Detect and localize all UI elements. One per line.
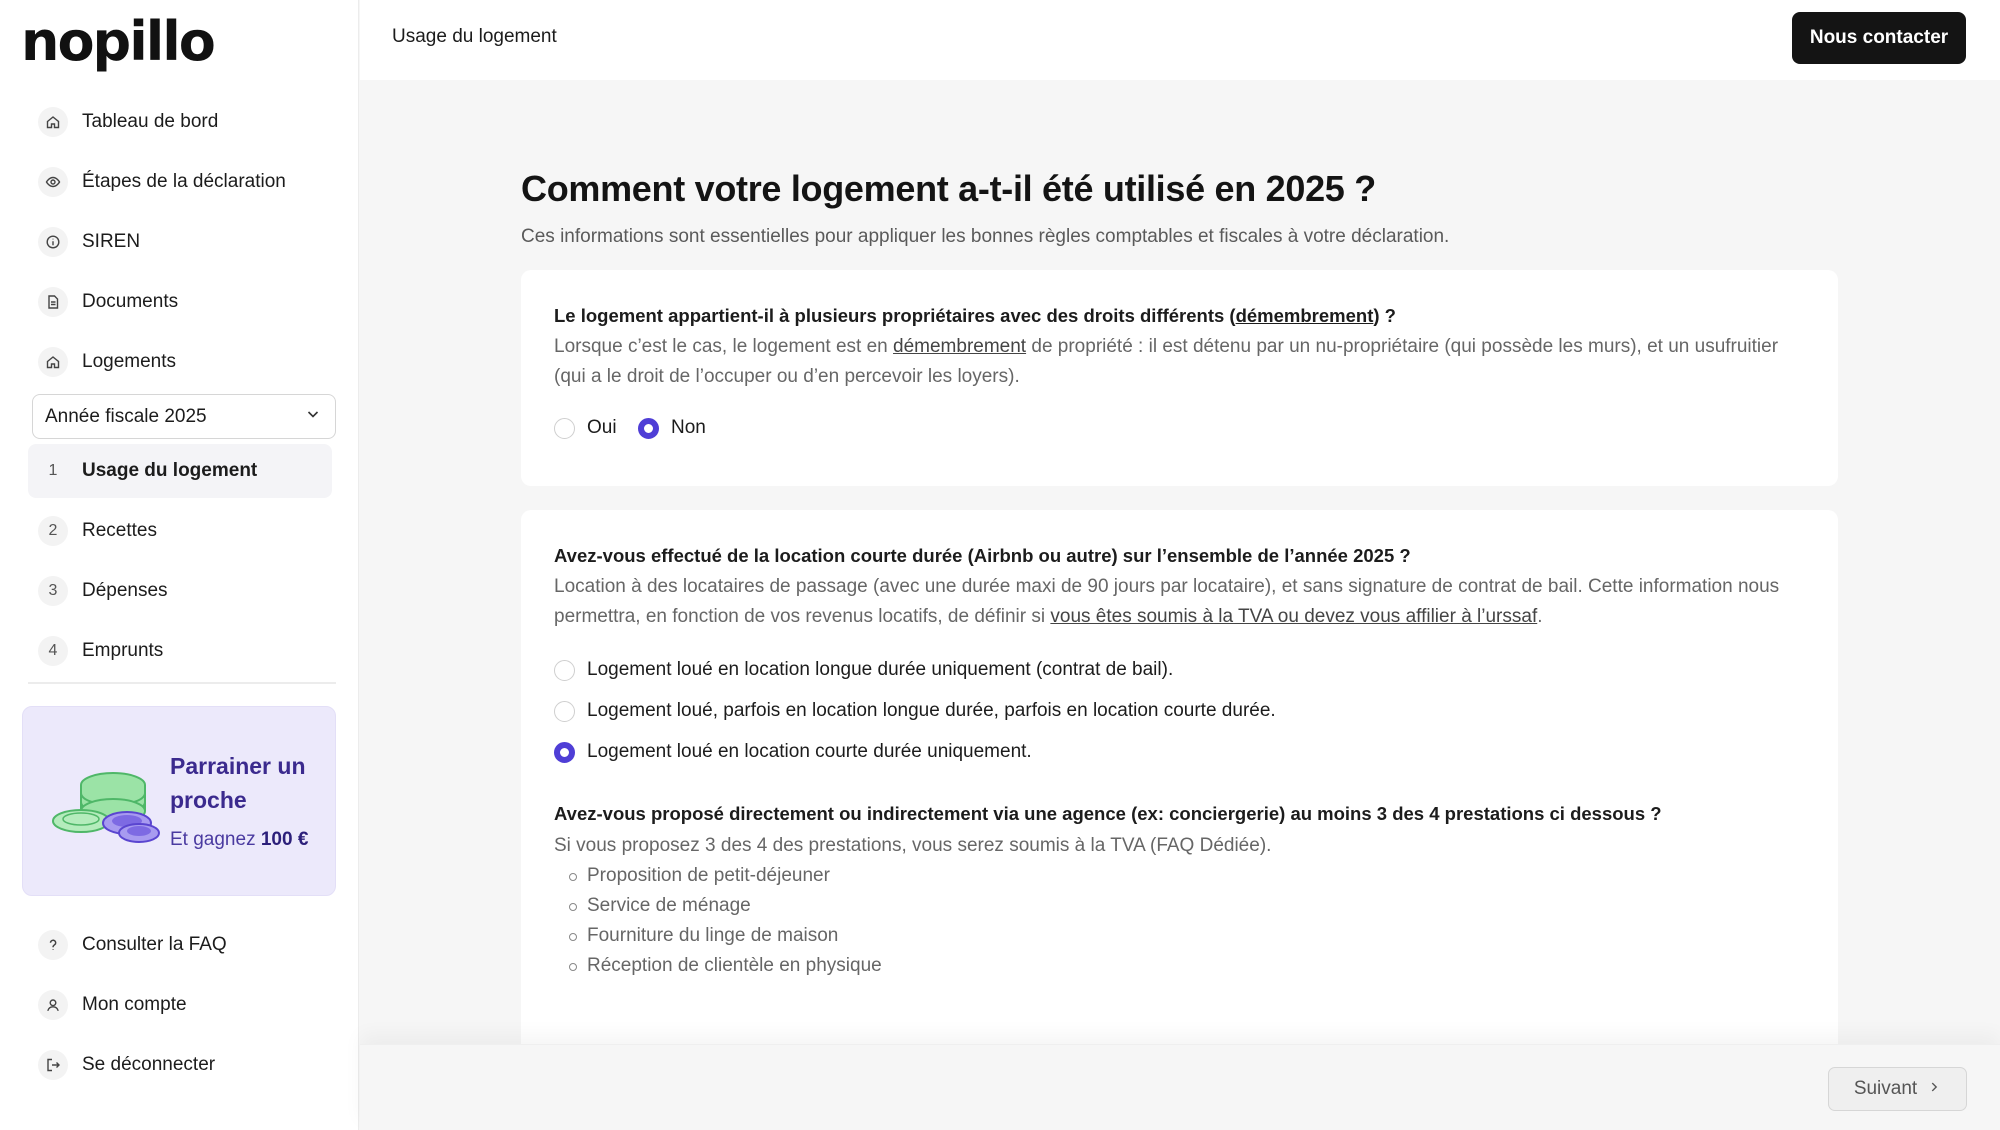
- question-label: Avez-vous effectué de la location courte durée (Airbnb ou autre) sur l’ensemble de l’année 2025 ?: [554, 545, 1411, 566]
- list-item: Réception de clientèle en physique: [587, 951, 882, 981]
- radio-non[interactable]: [638, 417, 706, 439]
- nav-item-logements[interactable]: [28, 335, 332, 389]
- radio-label: Logement loué, parfois en location longue durée, parfois en location courte durée.: [587, 700, 1276, 721]
- prestations-list: [587, 861, 882, 981]
- fiscal-year-value: Année fiscale 2025: [45, 405, 207, 427]
- step-label: Dépenses: [82, 580, 168, 601]
- step-number: 1: [48, 462, 58, 479]
- page-title: Comment votre logement a-t-il été utilisé en 2025 ?: [521, 168, 1376, 209]
- main-content: [360, 80, 2000, 1044]
- step-nav: [28, 444, 332, 684]
- user-icon: [38, 990, 68, 1020]
- radio-label: Oui: [587, 417, 617, 438]
- demembrement-help-link[interactable]: démembrement: [893, 336, 1027, 357]
- breadcrumb: Usage du logement: [392, 26, 557, 47]
- step-label: Usage du logement: [82, 460, 258, 481]
- chevron-right-icon: [1927, 1078, 1941, 1100]
- nav-item-label: Mon compte: [82, 994, 187, 1015]
- promo-amount: 100 €: [260, 829, 309, 850]
- tva-urssaf-link[interactable]: vous êtes soumis à la TVA ou devez vous affilier à l’urssaf: [1050, 606, 1538, 627]
- question-help-prestations: Si vous proposez 3 des 4 des prestations, vous serez soumis à la TVA (FAQ Dédiée).: [554, 835, 1272, 856]
- nav-item-label: Consulter la FAQ: [82, 934, 227, 955]
- question-label: [554, 305, 1396, 327]
- top-bar: [360, 0, 2000, 80]
- step-label: Recettes: [82, 520, 157, 541]
- promo-title: Parrainer un proche: [170, 753, 306, 813]
- radio-unchecked-icon[interactable]: [554, 418, 575, 439]
- contact-button[interactable]: Nous contacter: [1792, 12, 1966, 64]
- step-item-emprunts[interactable]: [28, 624, 332, 678]
- help-text-end: de propriété : il est détenu par un nu-propriétaire (qui possède les murs), et un usufruitier (qui a le droit de l’occuper ou d’en percevoir les loyers).: [554, 336, 1779, 387]
- nav-item-dashboard[interactable]: [28, 95, 332, 149]
- nav-item-account[interactable]: [28, 978, 332, 1032]
- demembrement-link[interactable]: démembrement: [1235, 305, 1374, 326]
- question-help: [554, 572, 1809, 632]
- question-help: [554, 332, 1809, 392]
- fiscal-year-select[interactable]: [32, 394, 336, 439]
- promo-subtitle-text: Et gagnez: [170, 829, 261, 850]
- radio-unchecked-icon[interactable]: [554, 701, 575, 722]
- radio-checked-icon[interactable]: [554, 742, 575, 763]
- radio-courte-duree[interactable]: [554, 741, 1032, 763]
- radio-label: Logement loué en location longue durée uniquement (contrat de bail).: [587, 659, 1174, 680]
- list-item: Service de ménage: [587, 891, 882, 921]
- next-button[interactable]: [1828, 1067, 1967, 1111]
- radio-longue-duree[interactable]: [554, 659, 1173, 681]
- help-text: Location à des locataires de passage (avec une durée maxi de 90 jours par locataire), et sans signature de contrat de bail. Cette information nous permettra, en fonction de vos revenus locatifs, de définir si: [554, 576, 1780, 627]
- step-number: 2: [38, 516, 68, 546]
- nav-item-label: Documents: [82, 291, 179, 312]
- radio-oui[interactable]: [554, 417, 617, 439]
- eye-icon: [38, 167, 68, 197]
- question-label-prestations: Avez-vous proposé directement ou indirectement via une agence (ex: conciergerie) au moins 3 des 4 prestations ci dessous ?: [554, 803, 1662, 824]
- nav-item-siren[interactable]: [28, 215, 332, 269]
- list-item: Proposition de petit-déjeuner: [587, 861, 882, 891]
- chevron-down-icon: [305, 406, 321, 428]
- nav-item-declaration-steps[interactable]: [28, 155, 332, 209]
- nav-item-faq[interactable]: [28, 918, 332, 972]
- step-label: Emprunts: [82, 640, 164, 661]
- nav-item-label: Tableau de bord: [82, 111, 219, 132]
- nav-item-label: Se déconnecter: [82, 1054, 216, 1075]
- radio-unchecked-icon[interactable]: [554, 660, 575, 681]
- question-card-location: [521, 510, 1838, 1070]
- home-icon: [38, 107, 68, 137]
- help-text: Lorsque c’est le cas, le logement est en: [554, 336, 894, 357]
- nav-item-logout[interactable]: [28, 1038, 332, 1092]
- home-icon: [38, 347, 68, 377]
- question-text-end: ) ?: [1373, 305, 1396, 326]
- question-icon: [38, 930, 68, 960]
- promo-subtitle: [170, 829, 308, 851]
- nav-item-label: Étapes de la déclaration: [82, 171, 286, 192]
- question-card-demembrement: [521, 270, 1838, 486]
- sidebar-bottom-nav: [28, 918, 332, 1098]
- nav-item-label: SIREN: [82, 231, 141, 252]
- sidebar: [0, 0, 359, 1130]
- page-lead: Ces informations sont essentielles pour appliquer les bonnes règles comptables et fiscales à votre déclaration.: [521, 226, 1450, 247]
- step-number: 3: [38, 576, 68, 606]
- help-text-end: .: [1537, 606, 1543, 627]
- step-item-usage[interactable]: [28, 444, 332, 498]
- nav-item-documents[interactable]: [28, 275, 332, 329]
- logout-icon: [38, 1050, 68, 1080]
- radio-checked-icon[interactable]: [638, 418, 659, 439]
- next-button-label: Suivant: [1853, 1078, 1918, 1099]
- main-nav: [28, 95, 332, 395]
- step-item-depenses[interactable]: [28, 564, 332, 618]
- question-text: Le logement appartient-il à plusieurs propriétaires avec des droits différents (: [554, 305, 1236, 326]
- radio-label: Non: [671, 417, 706, 438]
- sidebar-divider: [28, 682, 336, 684]
- info-icon: [38, 227, 68, 257]
- step-item-recettes[interactable]: [28, 504, 332, 558]
- radio-mixte[interactable]: [554, 700, 1276, 722]
- radio-label: Logement loué en location courte durée uniquement.: [587, 741, 1032, 762]
- document-icon: [38, 287, 68, 317]
- coins-icon: [51, 761, 161, 851]
- step-number: 4: [38, 636, 68, 666]
- nav-item-label: Logements: [82, 351, 177, 372]
- nopillo-logo[interactable]: nopillo: [21, 10, 214, 73]
- referral-promo-card[interactable]: [22, 706, 336, 896]
- footer-bar: [360, 1044, 2000, 1130]
- list-item: Fourniture du linge de maison: [587, 921, 882, 951]
